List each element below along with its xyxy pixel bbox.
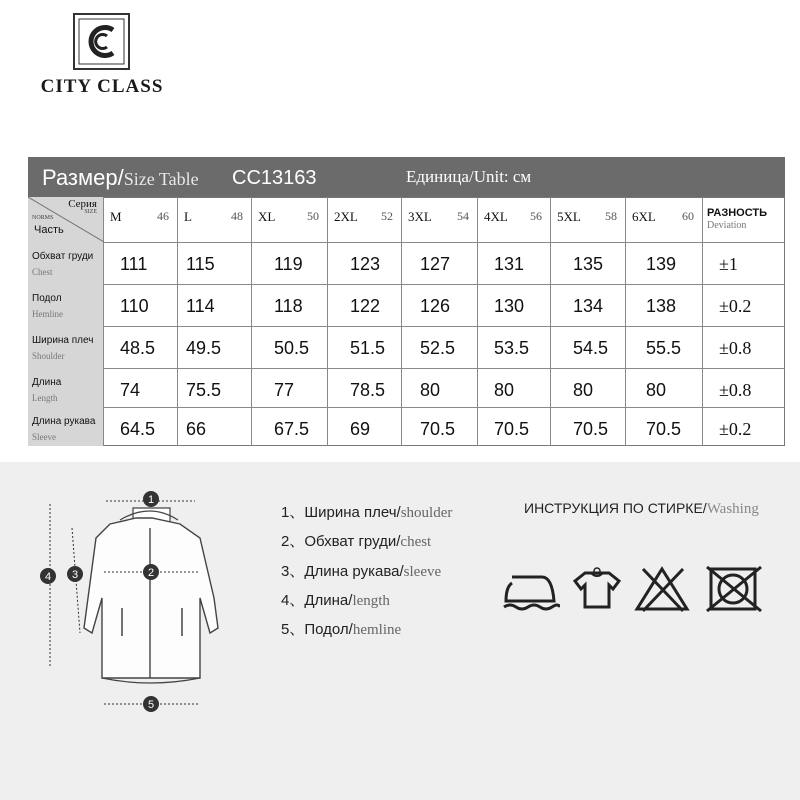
measurement-value: 80 bbox=[420, 380, 441, 400]
measurement-value: 51.5 bbox=[350, 338, 386, 358]
brand-name: CITY CLASS bbox=[40, 76, 164, 97]
legend-item-chest: 2、Обхват груди/chest bbox=[281, 533, 432, 550]
svg-text:3: 3 bbox=[71, 569, 79, 581]
row-label-en: Length bbox=[32, 393, 58, 403]
deviation-cell bbox=[703, 407, 785, 446]
value-cell bbox=[402, 407, 478, 446]
no-bleach-icon bbox=[633, 565, 691, 613]
value-cell bbox=[252, 368, 328, 407]
measurement-value: 110 bbox=[120, 296, 149, 316]
deviation-value: ±0.8 bbox=[719, 338, 752, 358]
value-cell bbox=[104, 407, 178, 446]
size-label: XL bbox=[258, 209, 276, 224]
value-cell bbox=[252, 284, 328, 326]
measurement-value: 69 bbox=[350, 419, 371, 439]
size-number: 50 bbox=[307, 209, 319, 223]
value-cell bbox=[402, 284, 478, 326]
value-cell bbox=[551, 326, 626, 368]
size-table bbox=[28, 157, 785, 446]
measurement-value: 74 bbox=[120, 380, 141, 400]
measurement-value: 126 bbox=[420, 296, 451, 316]
measurement-value: 50.5 bbox=[274, 338, 310, 358]
svg-text:2: 2 bbox=[147, 567, 155, 579]
unit-label: Единица/Unit: см bbox=[406, 167, 532, 186]
row-label-cell bbox=[28, 284, 104, 326]
measurement-value: 138 bbox=[646, 296, 677, 316]
deviation-label-ru: РАЗНОСТЬ bbox=[707, 207, 768, 219]
row-label-cell bbox=[28, 326, 104, 368]
measurement-value: 66 bbox=[186, 419, 207, 439]
row-label-en: Hemline bbox=[32, 309, 63, 319]
size-header-cell bbox=[626, 197, 703, 242]
washing-title: ИНСТРУКЦИЯ ПО СТИРКЕ/Washing bbox=[524, 500, 759, 517]
measurement-value: 49.5 bbox=[186, 338, 222, 358]
value-cell bbox=[104, 284, 178, 326]
table-row bbox=[28, 326, 785, 369]
measurement-value: 118 bbox=[274, 296, 303, 316]
svg-text:1: 1 bbox=[147, 494, 155, 506]
measurement-value: 54.5 bbox=[573, 338, 609, 358]
legend-item-hemline: 5、Подол/hemline bbox=[281, 621, 402, 638]
size-header-cell bbox=[178, 197, 252, 242]
measurement-value: 130 bbox=[494, 296, 525, 316]
value-cell bbox=[478, 326, 551, 368]
deviation-cell bbox=[703, 284, 785, 326]
value-cell bbox=[178, 326, 252, 368]
value-cell bbox=[328, 407, 402, 446]
size-label: 2XL bbox=[334, 209, 358, 224]
marker-2 bbox=[143, 564, 159, 580]
deviation-header-cell bbox=[703, 197, 785, 242]
value-cell bbox=[478, 407, 551, 446]
table-row bbox=[28, 368, 785, 408]
deviation-value: ±0.8 bbox=[719, 380, 752, 400]
jacket-diagram bbox=[30, 478, 245, 723]
measurement-value: 111 bbox=[120, 254, 148, 274]
no-tumble-dry-icon bbox=[705, 565, 763, 613]
measurement-value: 114 bbox=[186, 296, 215, 316]
table-title-en: Size Table bbox=[123, 169, 199, 189]
value-cell bbox=[252, 407, 328, 446]
value-cell bbox=[328, 284, 402, 326]
table-title bbox=[42, 165, 199, 191]
size-header-cell bbox=[551, 197, 626, 242]
value-cell bbox=[551, 284, 626, 326]
measurement-value: 64.5 bbox=[120, 419, 156, 439]
marker-5 bbox=[143, 696, 159, 712]
value-cell bbox=[626, 407, 703, 446]
measurement-value: 77 bbox=[274, 380, 295, 400]
corner-norms: NORMS bbox=[32, 215, 54, 221]
value-cell bbox=[626, 284, 703, 326]
row-label-ru: Обхват груди bbox=[32, 251, 94, 262]
row-label-cell bbox=[28, 407, 104, 446]
marker-4 bbox=[40, 568, 56, 584]
measurement-value: 55.5 bbox=[646, 338, 682, 358]
value-cell bbox=[402, 368, 478, 407]
measurement-value: 70.5 bbox=[420, 419, 456, 439]
corner-size: SIZE bbox=[84, 209, 97, 215]
deviation-value: ±0.2 bbox=[719, 296, 752, 316]
table-row bbox=[28, 242, 785, 285]
measurement-value: 53.5 bbox=[494, 338, 530, 358]
measurement-value: 134 bbox=[573, 296, 604, 316]
measurement-value: 48.5 bbox=[120, 338, 156, 358]
value-cell bbox=[328, 242, 402, 284]
size-number: 58 bbox=[605, 209, 617, 223]
value-cell bbox=[178, 368, 252, 407]
value-cell bbox=[402, 326, 478, 368]
value-cell bbox=[178, 242, 252, 284]
measurement-value: 52.5 bbox=[420, 338, 456, 358]
svg-text:5: 5 bbox=[147, 699, 155, 711]
size-header-cell bbox=[328, 197, 402, 242]
measurement-value: 70.5 bbox=[573, 419, 609, 439]
measurement-value: 67.5 bbox=[274, 419, 310, 439]
size-label: L bbox=[184, 209, 192, 224]
city-class-logo bbox=[73, 13, 130, 70]
value-cell bbox=[328, 326, 402, 368]
table-grid bbox=[28, 197, 785, 446]
row-label-ru: Длина рукава bbox=[32, 416, 96, 427]
value-cell bbox=[104, 368, 178, 407]
size-header-cell bbox=[402, 197, 478, 242]
table-row bbox=[28, 407, 785, 446]
size-header-cell bbox=[252, 197, 328, 242]
value-cell bbox=[104, 242, 178, 284]
measurement-value: 122 bbox=[350, 296, 381, 316]
measurement-value: 75.5 bbox=[186, 380, 222, 400]
marker-1 bbox=[143, 491, 159, 507]
value-cell bbox=[626, 242, 703, 284]
row-label-en: Sleeve bbox=[32, 432, 56, 442]
measurement-value: 115 bbox=[186, 254, 215, 274]
table-header-bar bbox=[28, 157, 785, 197]
marker-3 bbox=[67, 566, 83, 582]
value-cell bbox=[104, 326, 178, 368]
value-cell bbox=[328, 368, 402, 407]
measurement-value: 80 bbox=[494, 380, 515, 400]
deviation-value: ±1 bbox=[719, 254, 738, 274]
measurement-value: 80 bbox=[573, 380, 594, 400]
value-cell bbox=[551, 368, 626, 407]
measurement-value: 135 bbox=[573, 254, 604, 274]
size-header-cell bbox=[104, 197, 178, 242]
value-cell bbox=[402, 242, 478, 284]
value-cell bbox=[178, 407, 252, 446]
size-number: 46 bbox=[157, 209, 169, 223]
iron-icon bbox=[502, 565, 560, 613]
measurement-value: 131 bbox=[494, 254, 525, 274]
size-label: M bbox=[110, 209, 122, 224]
size-header-row bbox=[28, 197, 785, 243]
size-label: 4XL bbox=[484, 209, 508, 224]
row-label-ru: Длина bbox=[32, 377, 62, 388]
measurement-value: 70.5 bbox=[646, 419, 682, 439]
measurement-value: 80 bbox=[646, 380, 667, 400]
table-row bbox=[28, 284, 785, 327]
deviation-value: ±0.2 bbox=[719, 419, 752, 439]
corner-series: Серия bbox=[68, 198, 97, 210]
size-label: 5XL bbox=[557, 209, 581, 224]
value-cell bbox=[626, 368, 703, 407]
size-number: 56 bbox=[530, 209, 542, 223]
hand-wash-icon bbox=[567, 565, 625, 613]
legend-item-length: 4、Длина/length bbox=[281, 592, 390, 609]
measurement-value: 70.5 bbox=[494, 419, 530, 439]
svg-text:4: 4 bbox=[44, 571, 52, 583]
deviation-cell bbox=[703, 326, 785, 368]
measurement-value: 119 bbox=[274, 254, 303, 274]
value-cell bbox=[551, 407, 626, 446]
deviation-cell bbox=[703, 368, 785, 407]
row-label-ru: Подол bbox=[32, 293, 62, 304]
row-label-cell bbox=[28, 242, 104, 284]
value-cell bbox=[478, 242, 551, 284]
corner-cell bbox=[28, 197, 104, 242]
value-cell bbox=[252, 326, 328, 368]
table-title-ru: Размер/ bbox=[42, 165, 124, 190]
corner-part: Часть bbox=[34, 224, 64, 236]
measurement-value: 78.5 bbox=[350, 380, 386, 400]
deviation-label-en: Deviation bbox=[707, 220, 747, 231]
measurement-value: 123 bbox=[350, 254, 381, 274]
size-number: 48 bbox=[231, 209, 243, 223]
size-number: 60 bbox=[682, 209, 694, 223]
value-cell bbox=[478, 368, 551, 407]
row-label-ru: Ширина плеч bbox=[32, 335, 94, 346]
size-header-cell bbox=[478, 197, 551, 242]
model-number: CC13163 bbox=[232, 167, 317, 189]
value-cell bbox=[626, 326, 703, 368]
deviation-cell bbox=[703, 242, 785, 284]
value-cell bbox=[178, 284, 252, 326]
legend-item-shoulder: 1、Ширина плеч/shoulder bbox=[281, 504, 453, 521]
value-cell bbox=[551, 242, 626, 284]
measurement-value: 127 bbox=[420, 254, 451, 274]
value-cell bbox=[478, 284, 551, 326]
row-label-en: Chest bbox=[32, 267, 53, 277]
size-label: 6XL bbox=[632, 209, 656, 224]
size-number: 54 bbox=[457, 209, 469, 223]
row-label-en: Shoulder bbox=[32, 351, 65, 361]
legend-item-sleeve: 3、Длина рукава/sleeve bbox=[281, 563, 442, 580]
row-label-cell bbox=[28, 368, 104, 407]
size-number: 52 bbox=[381, 209, 393, 223]
measurement-value: 139 bbox=[646, 254, 677, 274]
value-cell bbox=[252, 242, 328, 284]
size-label: 3XL bbox=[408, 209, 432, 224]
